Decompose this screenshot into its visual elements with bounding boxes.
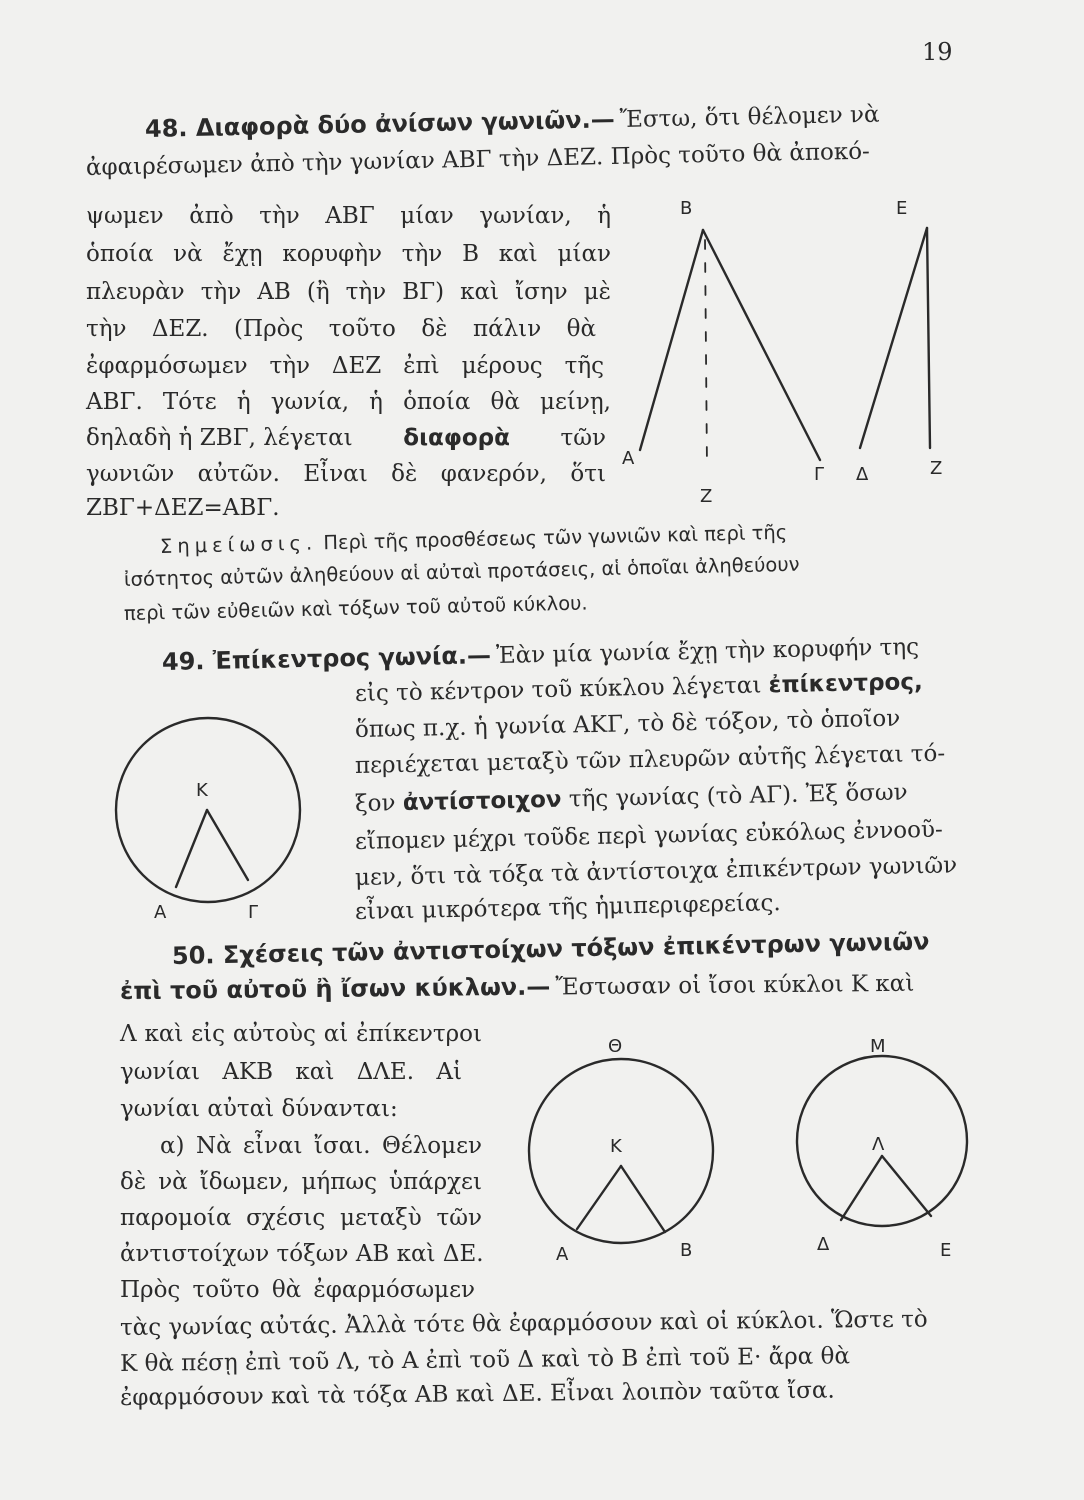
section-48-line-11: ΖΒΓ+ΔΕΖ=ΑΒΓ. — [86, 495, 280, 521]
section-50-heading-1: 50. Σχέσεις τῶν ἀντιστοίχων τόξων ἐπικέντρων γωνιῶν — [171, 927, 930, 970]
label-Z-right: Ζ — [930, 458, 943, 479]
section-48-line-5: πλευρὰν τὴν ΑΒ (ἢ τὴν ΒΓ) καὶ ἴσην μὲ — [86, 279, 611, 305]
section-50-line-7: παρομοία σχέσις μεταξὺ τῶν — [120, 1205, 482, 1231]
section-50-line-6: δὲ νὰ ἴδωμεν, μήπως ὑπάρχει — [120, 1169, 482, 1195]
label-B: Β — [680, 198, 693, 219]
ray-ED — [860, 228, 927, 448]
ray-KA — [577, 1166, 621, 1229]
ray-KG — [207, 810, 248, 880]
line-9-end: τῶν — [560, 425, 606, 451]
figure-angle-difference — [620, 190, 970, 510]
ray-LE — [882, 1156, 931, 1216]
section-50-line-5: α) Νὰ εἶναι ἴσαι. Θέλομεν — [160, 1133, 482, 1159]
section-50-heading-2: ἐπὶ τοῦ αὐτοῦ ἢ ἴσων κύκλων.— — [119, 972, 551, 1005]
label-B: Β — [680, 1240, 693, 1261]
section-48-line-1: Ἔστω, ὅτι θέλομεν νὰ — [619, 101, 880, 134]
section-49-heading: 49. Ἐπίκεντρος γωνία.— — [161, 641, 492, 676]
section-50-first-line — [120, 966, 915, 1010]
section-50-line-10: τὰς γωνίας αὐτάς. Ἀλλὰ τότε θὰ ἐφαρμόσουν καὶ οἱ κύκλοι. Ὥστε τὸ — [119, 1306, 928, 1341]
ray-BZ-dashed — [705, 240, 707, 468]
section-50-line-9: Πρὸς τοῦτο θὰ ἐφαρμόσωμεν — [120, 1277, 475, 1303]
label-K: Κ — [610, 1136, 622, 1157]
term-corresponding: ἀντίστοιχον — [402, 786, 562, 816]
label-D: Δ — [817, 1234, 830, 1255]
page-number: 19 — [922, 38, 953, 66]
section-49-line-1: Ἐὰν μία γωνία ἔχῃ τὴν κορυφήν της — [495, 634, 920, 669]
note-text-1: Περὶ τῆς προσθέσεως τῶν γωνιῶν καὶ περὶ τῆς — [323, 520, 788, 555]
label-G: Γ — [248, 902, 259, 923]
note-line-3: περὶ τῶν εὐθειῶν καὶ τόξων τοῦ αὐτοῦ κύκλου. — [123, 591, 588, 625]
note-label: Σημείωσις. — [159, 531, 318, 558]
section-50-line-1: Ἔστωσαν οἱ ἴσοι κύκλοι Κ καὶ — [555, 970, 915, 1001]
ray-EZ — [927, 228, 930, 448]
line-5-text: ξον — [354, 790, 396, 817]
ray-LD — [841, 1156, 882, 1220]
section-49-line-6: εἴπομεν μέχρι τοῦδε περὶ γωνίας εὐκόλως ἐννοοῦ- — [354, 816, 943, 855]
section-50-line-3: γωνίαι ΑΚΒ καὶ ΔΛΕ. Αἱ — [120, 1059, 462, 1085]
label-A: Α — [154, 902, 167, 923]
section-50-line-12: ἐφαρμόσουν καὶ τὰ τόξα ΑΒ καὶ ΔΕ. Εἶναι λοιπὸν ταῦτα ἴσα. — [119, 1377, 835, 1411]
label-K: Κ — [196, 780, 208, 801]
section-49-line-4: περιέχεται μεταξὺ τῶν πλευρῶν αὐτῆς λέγεται τό- — [354, 740, 946, 779]
section-48-line-6: τὴν ΔΕΖ. (Πρὸς τοῦτο δὲ πάλιν θὰ — [86, 316, 596, 342]
section-50-line-2: Λ καὶ εἰς αὐτοὺς αἱ ἐπίκεντροι — [120, 1021, 482, 1047]
section-48-line-7: ἐφαρμόσωμεν τὴν ΔΕΖ ἐπὶ μέρους τῆς — [86, 353, 604, 379]
label-A: Α — [556, 1244, 569, 1265]
section-49-line-8: εἶναι μικρότερα τῆς ἡμιπεριφερείας. — [354, 890, 781, 925]
section-48-line-2: ἀφαιρέσωμεν ἀπὸ τὴν γωνίαν ΑΒΓ τὴν ΔΕΖ. Πρὸς τοῦτο θὰ ἀποκό- — [85, 138, 871, 181]
label-G: Γ — [814, 464, 825, 485]
figure-equal-circles — [520, 1020, 980, 1280]
figure-central-angle — [110, 700, 330, 930]
section-48-line-8: ΑΒΓ. Τότε ἡ γωνία, ἡ ὁποία θὰ μείνῃ, — [86, 389, 611, 415]
ray-BA — [640, 230, 703, 450]
section-50-line-11: Κ θὰ πέσῃ ἐπὶ τοῦ Λ, τὸ Α ἐπὶ τοῦ Δ καὶ τὸ Β ἐπὶ τοῦ Ε· ἄρα θὰ — [119, 1343, 851, 1377]
section-49-line-3: ὅπως π.χ. ἡ γωνία ΑΚΓ, τὸ δὲ τόξον, τὸ ὁποῖον — [354, 705, 901, 743]
section-48-heading: 48. Διαφορὰ δύο ἀνίσων γωνιῶν.— — [144, 105, 615, 143]
section-48-line-4: ὁποία νὰ ἔχῃ κορυφὴν τὴν Β καὶ μίαν — [86, 241, 611, 267]
line-9-text: δηλαδὴ ἡ ΖΒΓ, λέγεται — [86, 425, 353, 451]
label-E: Ε — [896, 198, 908, 219]
label-A: Α — [622, 448, 635, 469]
term-difference: διαφορὰ — [403, 425, 510, 451]
label-E: Ε — [940, 1240, 952, 1261]
section-50-line-8: ἀντιστοίχων τόξων ΑΒ καὶ ΔΕ. — [120, 1241, 484, 1267]
section-48-line-3: ψωμεν ἀπὸ τὴν ΑΒΓ μίαν γωνίαν, ἡ — [86, 203, 611, 229]
note-line-2: ἰσότητος αὐτῶν ἀληθεύουν αἱ αὐταὶ προτάσεις, αἱ ὁποῖαι ἀληθεύουν — [123, 552, 800, 591]
section-48-line-10: γωνιῶν αὐτῶν. Εἶναι δὲ φανερόν, ὅτι — [86, 461, 606, 487]
label-M: Μ — [870, 1036, 886, 1057]
ray-BG — [703, 230, 820, 460]
ray-KB — [621, 1166, 665, 1232]
term-central: ἐπίκεντρος, — [768, 669, 923, 699]
label-L: Λ — [872, 1134, 885, 1155]
label-D: Δ — [856, 464, 869, 485]
label-Z-left: Ζ — [700, 486, 713, 507]
section-50-line-4: γωνίαι αὐταὶ δύνανται: — [120, 1096, 398, 1122]
section-49-line-7: μεν, ὅτι τὰ τόξα τὰ ἀντίστοιχα ἐπικέντρων γωνιῶν — [354, 852, 958, 891]
line-5-end: τῆς γωνίας (τὸ ΑΓ). Ἐξ ὅσων — [568, 779, 908, 813]
section-48-line-9 — [86, 420, 606, 456]
line-2-text: εἰς τὸ κέντρον τοῦ κύκλου λέγεται — [354, 672, 762, 707]
label-Theta: Θ — [608, 1036, 623, 1057]
ray-KA — [176, 810, 207, 887]
